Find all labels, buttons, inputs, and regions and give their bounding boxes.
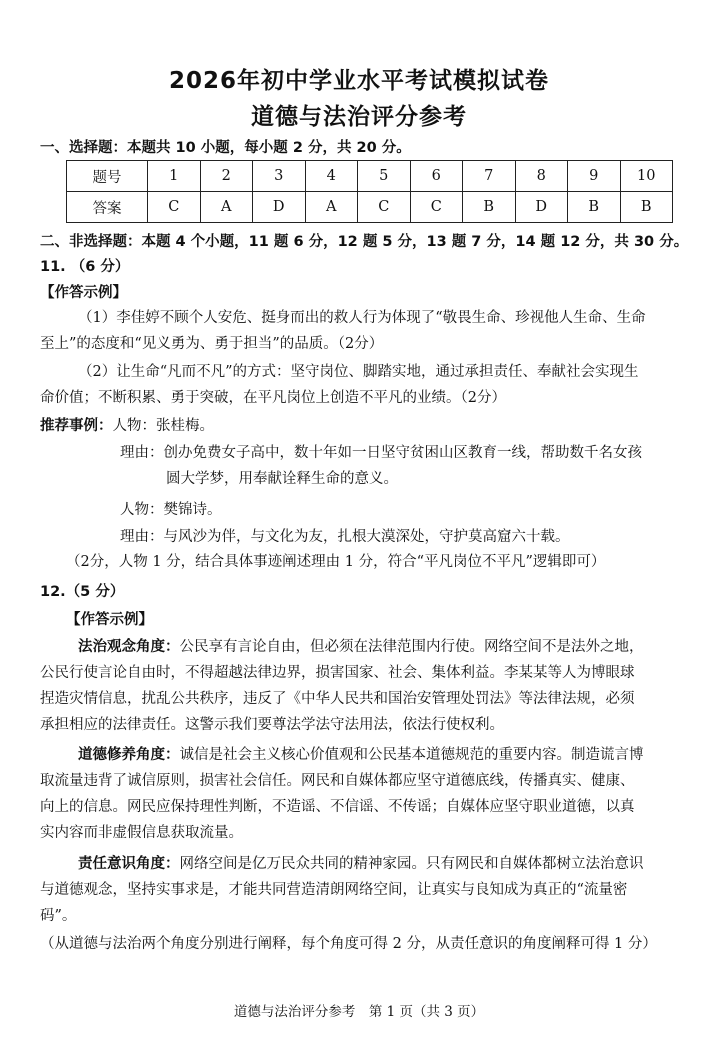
table-cell: 2 xyxy=(200,161,253,192)
table-row-numbers xyxy=(67,161,673,192)
table-cell: D xyxy=(253,192,306,223)
table-cell: 8 xyxy=(515,161,568,192)
q12-number: 12.（5 分） xyxy=(40,584,125,600)
q12-law-line1 xyxy=(78,637,644,657)
table-cell: 9 xyxy=(568,161,621,192)
reason-label: 理由： xyxy=(120,529,164,545)
person-label: 人物： xyxy=(112,418,156,434)
q12-moral-line2: 取流量违背了诚信原则，损害社会信任。网民和自媒体都应坚守道德底线，传播真实、健康、 xyxy=(40,773,635,789)
table-cell: 1 xyxy=(148,161,201,192)
q11-p1-line2: 至上”的态度和“见义勇为、勇于担当”的品质。（2分） xyxy=(40,336,384,352)
table-cell: 4 xyxy=(305,161,358,192)
q12-scoring: （从道德与法治两个角度分别进行阐释，每个角度可得 2 分，从责任意识的角度阐释可得 1 分） xyxy=(40,936,657,952)
table-header-number: 题号 xyxy=(67,161,148,192)
moral-angle-label: 道德修养角度： xyxy=(78,747,180,763)
table-cell: B xyxy=(620,192,673,223)
q11-person2 xyxy=(120,500,222,520)
table-header-answer: 答案 xyxy=(67,192,148,223)
responsibility-text: 网络空间是亿万民众共同的精神家园。只有网民和自媒体都树立法治意识 xyxy=(179,856,644,872)
exam-title: 2026年初中学业水平考试模拟试卷 xyxy=(168,68,549,94)
q11-person1 xyxy=(40,416,214,436)
answer-table xyxy=(66,160,673,223)
table-cell: B xyxy=(463,192,516,223)
table-cell: A xyxy=(200,192,253,223)
q11-p2-line1: （2）让生命“凡而不凡”的方式：坚守岗位、脚踏实地，通过承担责任、奉献社会实现生 xyxy=(78,364,639,380)
q12-law-line2: 公民行使言论自由时，不得超越法律边界，损害国家、社会、集体利益。李某某等人为博眼球 xyxy=(40,665,635,681)
q11-p1-line1: （1）李佳婷不顾个人安危、挺身而出的救人行为体现了“敬畏生命、珍视他人生命、生命 xyxy=(78,310,646,326)
table-cell: 5 xyxy=(358,161,411,192)
table-cell: D xyxy=(515,192,568,223)
person-name: 樊锦诗。 xyxy=(163,502,222,518)
table-cell: C xyxy=(410,192,463,223)
exam-subtitle: 道德与法治评分参考 xyxy=(251,104,467,130)
q12-moral-line1 xyxy=(78,745,644,765)
table-cell: 10 xyxy=(620,161,673,192)
q12-resp-line2: 与道德观念，坚持实事求是，才能共同营造清朗网络空间，让真实与良知成为真正的“流量密 xyxy=(40,882,628,898)
law-text: 公民享有言论自由，但必须在法律范围内行使。网络空间不是法外之地， xyxy=(179,639,644,655)
person-name: 张桂梅。 xyxy=(156,418,214,434)
table-cell: 3 xyxy=(253,161,306,192)
law-angle-label: 法治观念角度： xyxy=(78,639,180,655)
q11-example-tag: 【作答示例】 xyxy=(40,285,127,301)
section2-heading: 二、非选择题：本题 4 个小题，11 题 6 分，12 题 5 分，13 题 7 分，14 题 12 分，共 30 分。 xyxy=(40,234,689,250)
q12-moral-line4: 实内容而非虚假信息获取流量。 xyxy=(40,825,243,841)
q11-number: 11. （6 分） xyxy=(40,259,130,275)
reason-label: 理由： xyxy=(120,445,164,461)
q11-reason1-line2: 圆大学梦，用奉献诠释生命的意义。 xyxy=(166,471,398,487)
q12-resp-line1 xyxy=(78,854,644,874)
reason-text: 创办免费女子高中，数十年如一日坚守贫困山区教育一线，帮助数千名女孩 xyxy=(163,445,642,461)
table-cell: 7 xyxy=(463,161,516,192)
table-cell: A xyxy=(305,192,358,223)
section1-heading: 一、选择题：本题共 10 小题，每小题 2 分，共 20 分。 xyxy=(40,140,411,156)
q11-p2-line2: 命价值；不断积累、勇于突破，在平凡岗位上创造不平凡的业绩。（2分） xyxy=(40,390,506,406)
q12-law-line3: 捏造灾情信息，扰乱公共秩序，违反了《中华人民共和国治安管理处罚法》等法律法规，必须 xyxy=(40,691,635,707)
q11-scoring: （2分，人物 1 分，结合具体事迹阐述理由 1 分，符合“平凡岗位不平凡”逻辑即可） xyxy=(66,554,606,570)
q11-reason2 xyxy=(120,527,570,547)
table-row-answers xyxy=(67,192,673,223)
moral-text: 诚信是社会主义核心价值观和公民基本道德规范的重要内容。制造谎言博 xyxy=(179,747,644,763)
page-footer: 道德与法治评分参考 第 1 页（共 3 页） xyxy=(233,1004,485,1020)
table-cell: 6 xyxy=(410,161,463,192)
table-cell: C xyxy=(148,192,201,223)
recommend-label: 推荐事例： xyxy=(40,418,113,434)
q12-law-line4: 承担相应的法律责任。这警示我们要尊法学法守法用法，依法行使权利。 xyxy=(40,717,504,733)
table-cell: C xyxy=(358,192,411,223)
person-label: 人物： xyxy=(120,502,164,518)
q12-moral-line3: 向上的信息。网民应保持理性判断，不造谣、不信谣、不传谣；自媒体应坚守职业道德，以真 xyxy=(40,799,635,815)
q11-reason1-line1 xyxy=(120,443,642,463)
q12-example-tag: 【作答示例】 xyxy=(66,612,153,628)
reason-text: 与风沙为伴，与文化为友，扎根大漠深处，守护莫高窟六十载。 xyxy=(163,529,570,545)
table-cell: B xyxy=(568,192,621,223)
responsibility-angle-label: 责任意识角度： xyxy=(78,856,180,872)
q12-resp-line3: 码”。 xyxy=(40,908,77,924)
